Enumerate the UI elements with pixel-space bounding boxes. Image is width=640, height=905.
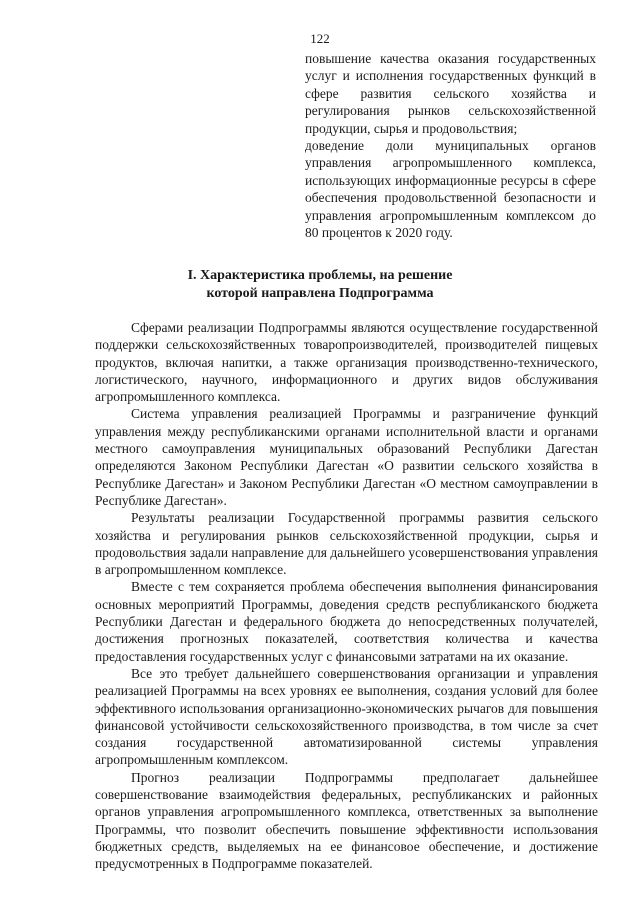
body-paragraph: Все это требует дальнейшего совершенствования организации и управления реализацией Программы на всех уровнях ее выполнения, создания условий для более эффективного использования организационно-экономических рычагов для повышения финансовой устойчивости сельскохозяйственного производства, в том числе за счет создания государственной автоматизированной системы управления агропромышленным комплексом. <box>95 665 598 768</box>
goal-item: повышение качества оказания государственных услуг и исполнения государственных функций в сфере развития сельского хозяйства и регулирования рынков сельскохозяйственной продукции, сырья и продовольствия; <box>305 51 596 136</box>
body-paragraph: Система управления реализацией Программы и разграничение функций управления между республиканскими органами исполнительной власти и органами местного самоуправления муниципальных образований Республики Дагестан определяются Законом Республики Дагестан «О развитии сельского хозяйства в Республике Дагестан» и Законом Республики Дагестан «О местном самоуправлении в Республике Дагестан». <box>95 406 598 508</box>
page-number: 122 <box>310 31 330 46</box>
body-paragraph: Прогноз реализации Подпрограммы предполагает дальнейшее совершенствование взаимодействия федеральных, республиканских и районных органов управления агропромышленного комплекса, ответственных за выполнение Программы, что позволит обеспечить повышение эффективности использования бюджетных средств, выделяемых на ее финансовое обеспечение, и достижение предусмотренных в Подпрограмме показателей. <box>95 769 598 872</box>
section-heading <box>0 267 640 303</box>
body-paragraph: Сферами реализации Подпрограммы являются осуществление государственной поддержки сельскохозяйственных товаропроизводителей, производителей пищевых продуктов, включая напитки, а также организация производственно-технического, логистического, научного, информационного и других видов обслуживания агропромышленного комплекса. <box>95 320 598 405</box>
section-body <box>95 319 598 873</box>
goals-continuation-block <box>305 50 596 241</box>
goal-item: доведение доли муниципальных органов управления агропромышленного комплекса, использующих информационные ресурсы в сфере обеспечения продовольственной безопасности и управления агропромышленным комплексом до 80 процентов к 2020 году. <box>305 138 596 241</box>
section-heading-line-1: I. Характеристика проблемы, на решение <box>187 268 453 283</box>
section-heading-line-2: которой направлена Подпрограмма <box>206 286 434 301</box>
body-paragraph: Результаты реализации Государственной программы развития сельского хозяйства и регулирования рынков сельскохозяйственной продукции, сырья и продовольствия задали направление для дальнейшего усовершенствования управления в агропромышленном комплексе. <box>95 510 598 578</box>
body-paragraph: Вместе с тем сохраняется проблема обеспечения выполнения финансирования основных мероприятий Программы, доведения средств республиканского бюджета Республики Дагестан и федерального бюджета до непосредственных получателей, достижения прогнозных показателей, соответствия количества и качества предоставления государственных услуг с финансовыми затратами на их оказание. <box>95 579 598 664</box>
